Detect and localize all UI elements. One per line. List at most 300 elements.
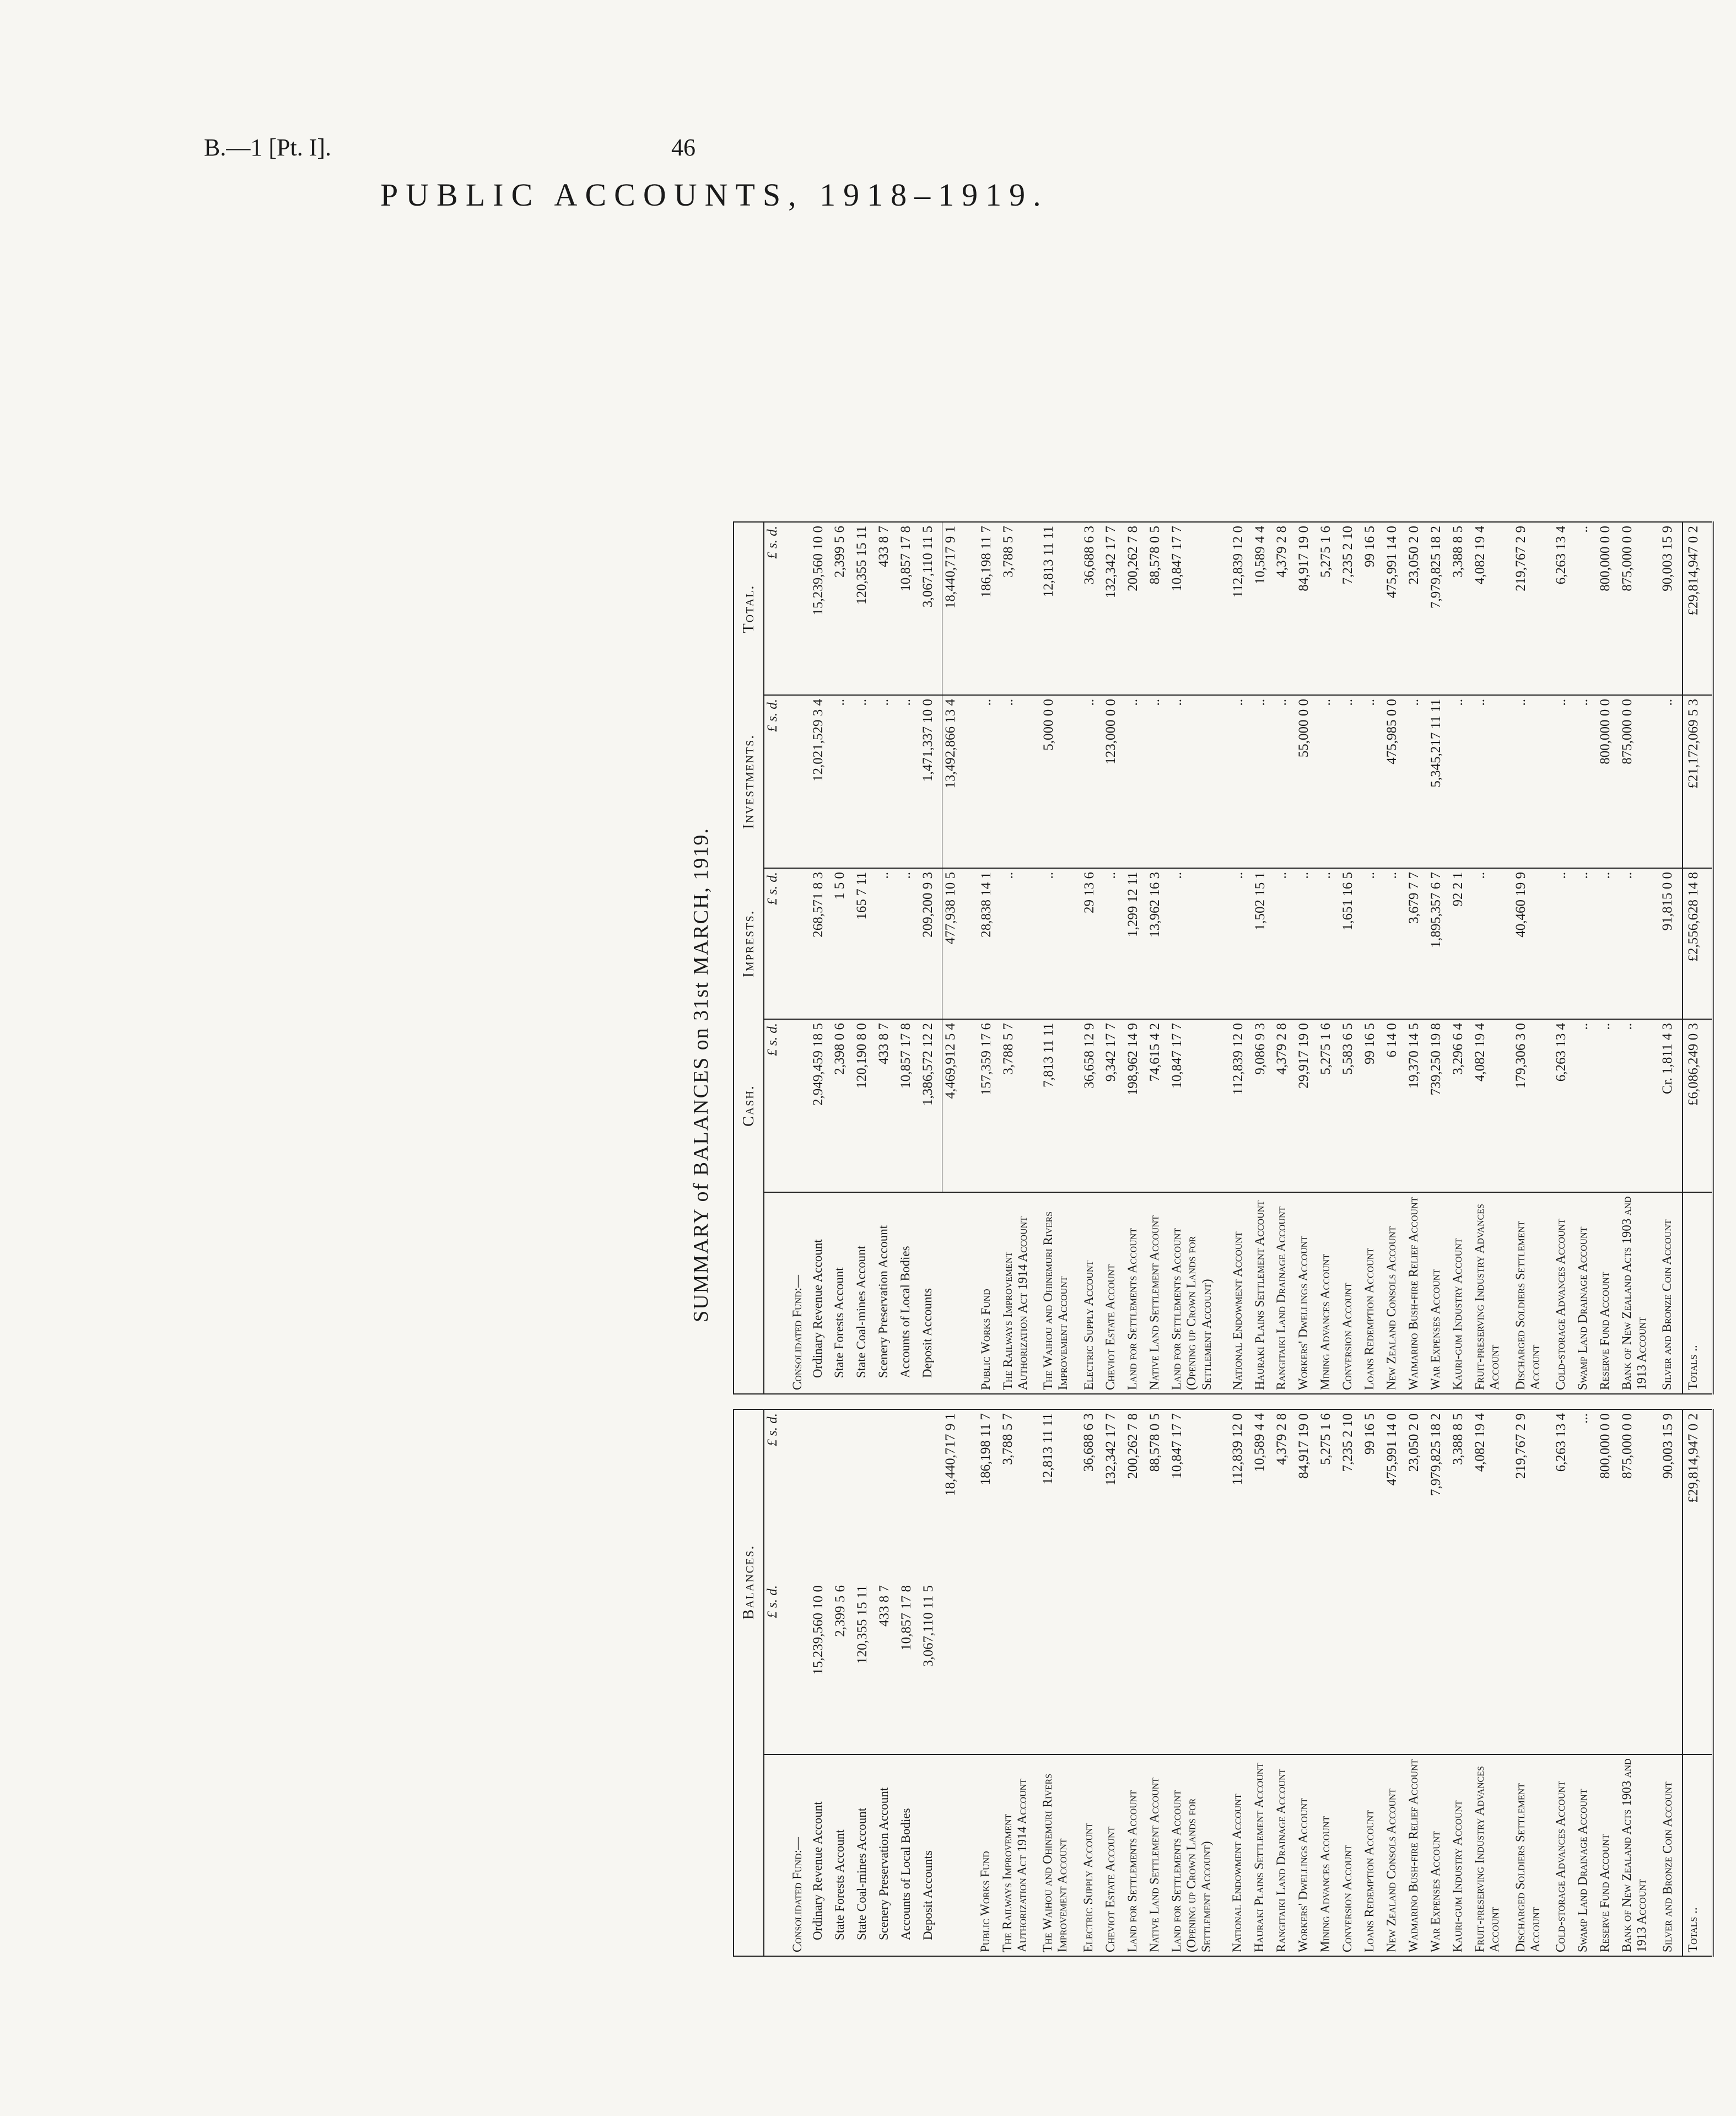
account-row — [1296, 522, 1318, 1394]
imprests-cell: .. — [1318, 868, 1340, 1019]
empty-cell — [1340, 1582, 1362, 1754]
sub-amount: 10,857 17 8 — [898, 1582, 920, 1754]
consolidated-heading: Consolidated Fund:— — [790, 1837, 804, 1952]
cash-cell: 6,263 13 4 — [1553, 1019, 1575, 1192]
account-amount: 4,379 2 8 — [1274, 1413, 1289, 1465]
account-amount: 4,082 19 4 — [1472, 1413, 1487, 1472]
empty-cell — [1362, 1582, 1384, 1754]
account-name: Cold-storage Advances Account — [1554, 1781, 1568, 1952]
summary-title: SUMMARY of BALANCES on 31st MARCH, 1919. — [689, 827, 713, 1322]
account-row — [1340, 522, 1362, 1394]
imprests-cell: 92 2 1 — [1450, 868, 1472, 1019]
imprests-cell: 28,838 14 1 — [978, 868, 1000, 1019]
empty-cell — [810, 1409, 832, 1582]
account-row — [1318, 1409, 1340, 1956]
imprests-cell: 209,200 9 3 — [920, 868, 942, 1019]
empty-cell — [1274, 1582, 1296, 1754]
empty-cell — [1252, 1582, 1274, 1754]
investments-cell: .. — [898, 695, 920, 868]
account-amount: 200,262 7 8 — [1125, 1413, 1140, 1479]
consolidated-cash-total: 4,469,912 5 4 — [942, 1019, 965, 1192]
account-name: Bank of New Zealand Acts 1903 and 1913 Account — [1619, 1196, 1649, 1390]
empty-cell — [1472, 1582, 1513, 1754]
imprests-cell: 1,651 16 5 — [1340, 868, 1362, 1019]
account-row — [1472, 1409, 1513, 1956]
imprests-cell: 1,895,357 6 7 — [1428, 868, 1450, 1019]
cash-cell: 99 16 5 — [1362, 1019, 1384, 1192]
account-name: Land for Settlements Account — [1125, 1790, 1139, 1952]
account-row — [1513, 1409, 1554, 1956]
empty-cell — [964, 1754, 978, 1956]
account-row — [978, 522, 1000, 1394]
account-name: Cold-storage Advances Account — [1554, 1219, 1568, 1390]
investments-cell: .. — [1659, 695, 1682, 868]
total-cell: 12,813 11 11 — [1040, 522, 1081, 695]
empty-cell — [965, 868, 978, 1019]
account-name: Waimarino Bush-fire Relief Account — [1406, 1759, 1420, 1952]
imprests-cell: .. — [1296, 868, 1318, 1019]
investments-cell: .. — [1575, 695, 1597, 868]
sub-account-row — [920, 1409, 942, 1956]
totals-label: Totals .. — [1683, 1192, 1713, 1394]
empty-cell — [1081, 1582, 1103, 1754]
investments-cell: .. — [1318, 695, 1340, 868]
account-name: War Expenses Account — [1428, 1831, 1442, 1952]
cash-cell: 4,379 2 8 — [1274, 1019, 1296, 1192]
cash-cell: 29,917 19 0 — [1296, 1019, 1318, 1192]
total-cell: 36,688 6 3 — [1081, 522, 1103, 695]
account-amount: 10,847 17 7 — [1169, 1413, 1184, 1479]
investments-cell: .. — [832, 695, 854, 868]
empty-cell — [965, 1192, 978, 1394]
cash-cell: 5,583 6 5 — [1340, 1019, 1362, 1192]
account-row — [1000, 522, 1041, 1394]
total-cell: 10,847 17 7 — [1169, 522, 1230, 695]
empty-cell — [876, 1409, 898, 1582]
consolidated-total: 18,440,717 9 1 — [942, 1413, 958, 1496]
account-name: State Forests Account — [832, 1829, 847, 1940]
account-row — [1660, 1409, 1683, 1956]
total-cell: 3,788 5 7 — [1000, 522, 1041, 695]
account-amount: 875,000 0 0 — [1620, 1413, 1635, 1479]
account-row — [1428, 1409, 1450, 1956]
total-cell: 6,263 13 4 — [1553, 522, 1575, 695]
account-row — [1081, 522, 1103, 1394]
account-row — [1040, 522, 1081, 1394]
cash-cell: 36,658 12 9 — [1081, 1019, 1103, 1192]
empty-cell — [1296, 1582, 1318, 1754]
imprests-cell: 40,460 19 9 — [1513, 868, 1554, 1019]
totals-label: Totals .. — [1683, 1754, 1713, 1956]
investments-cell: 5,000 0 0 — [1040, 695, 1081, 868]
total-cell: 5,275 1 6 — [1318, 522, 1340, 695]
total-cell: 800,000 0 0 — [1597, 522, 1619, 695]
investments-cell: .. — [1513, 695, 1554, 868]
cash-cell: .. — [1597, 1019, 1619, 1192]
account-name: Discharged Soldiers Settlement Account — [1513, 1220, 1542, 1390]
imprests-cell: .. — [1000, 868, 1041, 1019]
empty-cell — [1230, 1582, 1252, 1754]
cash-cell: 2,398 0 6 — [832, 1019, 854, 1192]
account-name: New Zealand Consols Account — [1384, 1788, 1398, 1952]
imprests-grand-total: £2,556,628 14 8 — [1683, 868, 1713, 1019]
total-cell: 84,917 19 0 — [1296, 522, 1318, 695]
account-row — [1450, 522, 1472, 1394]
tables-wrapper — [733, 193, 1714, 1957]
account-name: Electric Supply Account — [1081, 1260, 1096, 1390]
account-name: Silver and Bronze Coin Account — [1660, 1219, 1674, 1390]
account-amount: 112,839 12 0 — [1230, 1413, 1245, 1485]
imprests-cell: .. — [1274, 868, 1296, 1019]
gap-row — [965, 522, 978, 1394]
bal-account-header — [734, 1754, 764, 1956]
imprests-cell: .. — [1472, 868, 1513, 1019]
cash-cell: 5,275 1 6 — [1318, 1019, 1340, 1192]
account-name: Conversion Account — [1340, 1283, 1355, 1390]
investments-cell: 55,000 0 0 — [1296, 695, 1318, 868]
imprests-cell: .. — [1619, 868, 1660, 1019]
account-name: Discharged Soldiers Settlement Account — [1513, 1783, 1542, 1952]
total-cell: 3,388 8 5 — [1450, 522, 1472, 695]
imprests-cell: 165 7 11 — [854, 868, 876, 1019]
investments-cell: .. — [1147, 695, 1169, 868]
empty-cell — [1000, 1582, 1040, 1754]
account-row — [1147, 1409, 1169, 1956]
imprests-cell: .. — [1597, 868, 1619, 1019]
account-name: New Zealand Consols Account — [1384, 1226, 1399, 1390]
account-name: Public Works Fund — [978, 1289, 993, 1390]
empty-cell — [1450, 1582, 1472, 1754]
empty-cell — [1513, 1582, 1554, 1754]
account-row — [1169, 522, 1230, 1394]
account-amount: 7,979,825 18 2 — [1428, 1413, 1443, 1496]
sub-amount: 433 8 7 — [876, 1582, 898, 1754]
account-name: Rangitaiki Land Drainage Account — [1274, 1768, 1288, 1952]
sub-account-row — [876, 522, 898, 1394]
imprests-cell: 91,815 0 0 — [1659, 868, 1682, 1019]
account-name: Land for Settlements Account — [1125, 1227, 1140, 1390]
account-name: Fruit-preserving Industry Advances Account — [1473, 1204, 1502, 1390]
account-name: Deposit Accounts — [920, 1288, 935, 1378]
investments-cell: .. — [854, 695, 876, 868]
cash-cell: 7,813 11 11 — [1040, 1019, 1081, 1192]
imprests-cell: .. — [1103, 868, 1125, 1019]
cash-cell: 4,082 19 4 — [1472, 1019, 1513, 1192]
empty-cell — [942, 1582, 964, 1754]
empty-cell — [1169, 1582, 1230, 1754]
total-cell: 90,003 15 9 — [1659, 522, 1682, 695]
imprests-cell: 3,679 7 7 — [1406, 868, 1428, 1019]
account-name: Kauri-gum Industry Account — [1451, 1238, 1465, 1390]
account-row — [1040, 1409, 1081, 1956]
account-row — [1125, 522, 1147, 1394]
investments-cell: .. — [1472, 695, 1513, 868]
account-row — [1274, 1409, 1296, 1956]
account-row — [1428, 522, 1450, 1394]
account-name: Hauraki Plains Settlement Account — [1252, 1200, 1266, 1390]
sub-account-row — [854, 522, 876, 1394]
account-row — [1659, 522, 1682, 1394]
consolidated-imprests-total: 477,938 10 5 — [942, 868, 965, 1019]
account-row — [1575, 1409, 1597, 1956]
cash-cell: 120,190 8 0 — [854, 1019, 876, 1192]
units-row — [764, 522, 790, 1394]
account-name: Swamp Land Drainage Account — [1576, 1789, 1590, 1952]
det-account-header — [734, 1192, 764, 1394]
account-name: State Coal-mines Account — [854, 1807, 869, 1940]
account-row — [1318, 522, 1340, 1394]
investments-header: Investments. — [734, 695, 764, 868]
cash-header: Cash. — [734, 1019, 764, 1192]
account-amount: 23,050 2 0 — [1406, 1413, 1421, 1472]
investments-grand-total: £21,172,069 5 3 — [1683, 695, 1713, 868]
account-row — [1619, 1409, 1660, 1956]
investments-cell: 475,985 0 0 — [1384, 695, 1406, 868]
empty-cell — [1125, 1582, 1147, 1754]
empty-cell — [1619, 1582, 1660, 1754]
empty-cell — [1384, 1582, 1406, 1754]
account-name: Hauraki Plains Settlement Account — [1252, 1762, 1266, 1952]
sub-account-row — [810, 522, 832, 1394]
investments-cell: .. — [1125, 695, 1147, 868]
account-row — [1252, 1409, 1274, 1956]
account-row — [1081, 1409, 1103, 1956]
unit-label: £ s. d. — [764, 522, 790, 695]
totals-row — [1683, 522, 1713, 1394]
account-name: National Endowment Account — [1230, 1794, 1244, 1952]
empty-cell — [1660, 1582, 1683, 1754]
account-name: Mining Advances Account — [1318, 1816, 1332, 1952]
account-amount: 475,991 14 0 — [1384, 1413, 1399, 1486]
total-cell: 875,000 0 0 — [1619, 522, 1660, 695]
account-name: Mining Advances Account — [1318, 1253, 1333, 1390]
gap-row — [964, 1409, 978, 1956]
imprests-cell: .. — [1575, 868, 1597, 1019]
total-cell: 15,239,560 10 0 — [810, 522, 832, 695]
investments-cell: 875,000 0 0 — [1619, 695, 1660, 868]
imprests-cell: .. — [1230, 868, 1252, 1019]
account-row — [978, 1409, 1000, 1956]
sub-account-row — [832, 522, 854, 1394]
cash-cell: 6 14 0 — [1384, 1019, 1406, 1192]
account-row — [1103, 1409, 1125, 1956]
cash-cell: Cr. 1,811 4 3 — [1659, 1019, 1682, 1192]
empty-cell — [898, 1409, 920, 1582]
total-cell: 200,262 7 8 — [1125, 522, 1147, 695]
consolidated-total-total: 18,440,717 9 1 — [942, 522, 965, 695]
empty-cell — [1575, 1582, 1597, 1754]
imprests-cell: .. — [898, 868, 920, 1019]
detail-table — [733, 521, 1714, 1394]
imprests-header: Imprests. — [734, 868, 764, 1019]
unit-label: £ s. d. — [765, 1413, 780, 1446]
cash-cell: 74,615 4 2 — [1147, 1019, 1169, 1192]
empty-cell — [1683, 1582, 1713, 1754]
investments-cell: .. — [1450, 695, 1472, 868]
total-cell: 4,082 19 4 — [1472, 522, 1513, 695]
imprests-cell: .. — [876, 868, 898, 1019]
imprests-cell: 13,962 16 3 — [1147, 868, 1169, 1019]
account-name: War Expenses Account — [1428, 1269, 1443, 1390]
sub-account-row — [832, 1409, 854, 1956]
account-amount: 219,767 2 9 — [1513, 1413, 1528, 1479]
account-name: Loans Redemption Account — [1362, 1810, 1376, 1952]
total-cell: 120,355 15 11 — [854, 522, 876, 695]
total-cell: 3,067,110 11 5 — [920, 522, 942, 695]
account-name: State Forests Account — [832, 1267, 847, 1378]
grand-total: £29,814,947 0 2 — [1683, 1409, 1713, 1582]
balances-table — [733, 1409, 1714, 1957]
sub-amount: 15,239,560 10 0 — [810, 1582, 832, 1754]
account-row — [1597, 522, 1619, 1394]
account-name: Electric Supply Account — [1081, 1822, 1095, 1952]
sub-account-row — [876, 1409, 898, 1956]
account-amount: 10,589 4 4 — [1252, 1413, 1267, 1472]
account-row — [1169, 1409, 1230, 1956]
sub-amount: 120,355 15 11 — [854, 1582, 876, 1754]
total-cell: .. — [1575, 522, 1597, 695]
imprests-cell: 268,571 8 3 — [810, 868, 832, 1019]
empty-cell — [1553, 1582, 1575, 1754]
cash-cell: 2,949,459 18 5 — [810, 1019, 832, 1192]
account-name: Conversion Account — [1340, 1845, 1354, 1952]
total-grand-total: £29,814,947 0 2 — [1683, 522, 1713, 695]
account-row — [1000, 1409, 1040, 1956]
account-name: Native Land Settlement Account — [1147, 1778, 1161, 1952]
account-amount: 7,235 2 10 — [1340, 1413, 1355, 1472]
cash-cell: 198,962 14 9 — [1125, 1019, 1147, 1192]
account-name: Public Works Fund — [978, 1851, 992, 1952]
unit-label: £ s. d. — [764, 868, 790, 1019]
account-name: Workers' Dwellings Account — [1296, 1236, 1311, 1390]
sub-amount: 3,067,110 11 5 — [920, 1582, 942, 1754]
account-name: Accounts of Local Bodies — [898, 1246, 913, 1378]
cash-cell: 179,306 3 0 — [1513, 1019, 1554, 1192]
account-amount: 6,263 13 4 — [1554, 1413, 1569, 1472]
investments-cell: .. — [1081, 695, 1103, 868]
account-name: Waimarino Bush-fire Relief Account — [1406, 1197, 1421, 1390]
account-name: Kauri-gum Industry Account — [1450, 1800, 1464, 1952]
account-row — [1296, 1409, 1318, 1956]
account-amount: 800,000 0 0 — [1598, 1413, 1613, 1479]
account-name: Reserve Fund Account — [1597, 1272, 1611, 1390]
account-name: The Waihou and Ohinemuri Rivers Improvement Account — [1040, 1773, 1070, 1952]
balances-body — [764, 1409, 1713, 1956]
account-name: The Railways Improvement Authorization Act 1914 Account — [1000, 1216, 1029, 1390]
total-cell: 433 8 7 — [876, 522, 898, 695]
investments-cell: .. — [1252, 695, 1274, 868]
investments-cell: 1,471,337 10 0 — [920, 695, 942, 868]
total-cell: 132,342 17 7 — [1103, 522, 1125, 695]
account-name: Loans Redemption Account — [1362, 1247, 1377, 1390]
cash-cell: 9,086 9 3 — [1252, 1019, 1274, 1192]
account-row — [1230, 522, 1252, 1394]
sub-account-row — [854, 1409, 876, 1956]
empty-cell — [1147, 1582, 1169, 1754]
total-cell: 4,379 2 8 — [1274, 522, 1296, 695]
imprests-cell: 1 5 0 — [832, 868, 854, 1019]
imprests-cell: .. — [1362, 868, 1384, 1019]
account-row — [1553, 1409, 1575, 1956]
account-row — [1103, 522, 1125, 1394]
sub-account-row — [898, 1409, 920, 1956]
cash-cell: 10,857 17 8 — [898, 1019, 920, 1192]
total-cell: 2,399 5 6 — [832, 522, 854, 695]
account-amount: 5,275 1 6 — [1318, 1413, 1333, 1465]
unit-label: £ s. d. — [764, 1582, 790, 1754]
account-row — [1406, 1409, 1428, 1956]
empty-cell — [964, 1409, 978, 1582]
account-amount: ... — [1576, 1413, 1591, 1424]
empty-cell — [1597, 1582, 1619, 1754]
total-cell: 112,839 12 0 — [1230, 522, 1252, 695]
total-cell: 219,767 2 9 — [1513, 522, 1554, 695]
account-name: State Coal-mines Account — [854, 1245, 869, 1378]
cash-cell: .. — [1619, 1019, 1660, 1192]
account-amount: 99 16 5 — [1362, 1413, 1377, 1455]
consolidated-investments-total: 13,492,866 13 4 — [942, 695, 965, 868]
investments-cell: .. — [1340, 695, 1362, 868]
account-name: Cheviot Estate Account — [1103, 1826, 1117, 1952]
empty-cell — [854, 1409, 876, 1582]
cash-cell: 739,250 19 8 — [1428, 1019, 1450, 1192]
consolidated-total-row — [942, 522, 965, 1394]
totals-row — [1683, 1409, 1713, 1956]
account-name: Reserve Fund Account — [1598, 1834, 1612, 1952]
account-row — [1362, 1409, 1384, 1956]
account-name: Ordinary Revenue Account — [810, 1801, 824, 1940]
total-cell: 88,578 0 5 — [1147, 522, 1169, 695]
account-row — [1472, 522, 1513, 1394]
empty-cell — [832, 1409, 854, 1582]
account-row — [1252, 522, 1274, 1394]
total-cell: 10,589 4 4 — [1252, 522, 1274, 695]
empty-cell — [942, 1754, 964, 1956]
account-row — [1619, 522, 1660, 1394]
investments-cell: .. — [876, 695, 898, 868]
total-cell: 7,235 2 10 — [1340, 522, 1362, 695]
cash-cell: 3,296 6 4 — [1450, 1019, 1472, 1192]
cash-cell: 9,342 17 7 — [1103, 1019, 1125, 1192]
consolidated-heading-row — [790, 522, 810, 1394]
cash-cell: 10,847 17 7 — [1169, 1019, 1230, 1192]
account-amount: 88,578 0 5 — [1147, 1413, 1162, 1472]
empty-cell — [1318, 1582, 1340, 1754]
empty-cell — [978, 1582, 1000, 1754]
account-row — [1362, 522, 1384, 1394]
account-name: Silver and Bronze Coin Account — [1660, 1781, 1674, 1952]
account-amount: 90,003 15 9 — [1660, 1413, 1675, 1479]
cash-cell: 157,359 17 6 — [978, 1019, 1000, 1192]
account-row — [1406, 522, 1428, 1394]
page-title: PUBLIC ACCOUNTS, 1918–1919. — [380, 177, 1049, 213]
account-amount: 84,917 19 0 — [1296, 1413, 1311, 1479]
account-name: Bank of New Zealand Acts 1903 and 1913 Account — [1620, 1758, 1649, 1952]
investments-cell: .. — [1406, 695, 1428, 868]
consolidated-heading: Consolidated Fund:— — [790, 1274, 804, 1390]
cash-cell: 19,370 14 5 — [1406, 1019, 1428, 1192]
imprests-cell: 29 13 6 — [1081, 868, 1103, 1019]
total-cell: 99 16 5 — [1362, 522, 1384, 695]
account-name: Scenery Preservation Account — [876, 1225, 891, 1378]
account-row — [1147, 522, 1169, 1394]
investments-cell: .. — [1169, 695, 1230, 868]
account-name: Land for Settlements Account (Opening up Crown Lands for Settlement Account) — [1169, 1790, 1213, 1952]
account-row — [1230, 1409, 1252, 1956]
empty-cell — [1040, 1582, 1081, 1754]
account-name: The Waihou and Ohinemuri Rivers Improvement Account — [1041, 1211, 1070, 1390]
account-name: Swamp Land Drainage Account — [1576, 1226, 1590, 1390]
